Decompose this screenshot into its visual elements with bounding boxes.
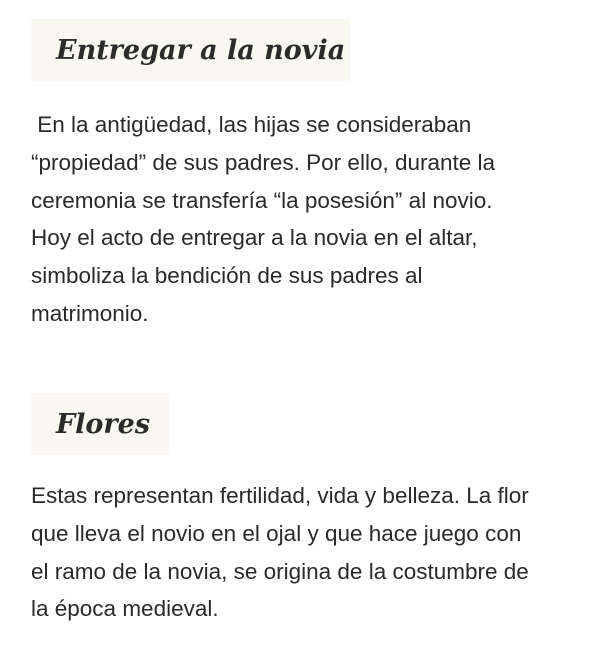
section-heading: Entregar a la novia <box>56 34 346 66</box>
section-heading: Flores <box>56 408 151 440</box>
paragraph-line: simboliza la bendición de sus padres al <box>31 263 423 289</box>
paragraph-line: el ramo de la novia, se origina de la costumbre de <box>31 558 529 584</box>
paragraph-line: que lleva el novio en el ojal y que hace juego con <box>31 520 522 546</box>
section-paragraph <box>31 106 495 333</box>
section-heading-box <box>31 19 350 81</box>
paragraph-line: En la antigüedad, las hijas se consideraban <box>31 112 472 137</box>
paragraph-line: Estas representan fertilidad, vida y belleza. La flor <box>31 483 529 508</box>
paragraph-line: la época medieval. <box>31 596 219 622</box>
paragraph-line: ceremonia se transfería “la posesión” al novio. <box>31 187 493 213</box>
paragraph-line: “propiedad” de sus padres. Por ello, durante la <box>31 149 496 175</box>
section-paragraph <box>31 477 529 628</box>
paragraph-line: Hoy el acto de entregar a la novia en el altar, <box>31 225 478 251</box>
paragraph-line: matrimonio. <box>31 300 149 326</box>
section-heading-box <box>31 393 170 455</box>
